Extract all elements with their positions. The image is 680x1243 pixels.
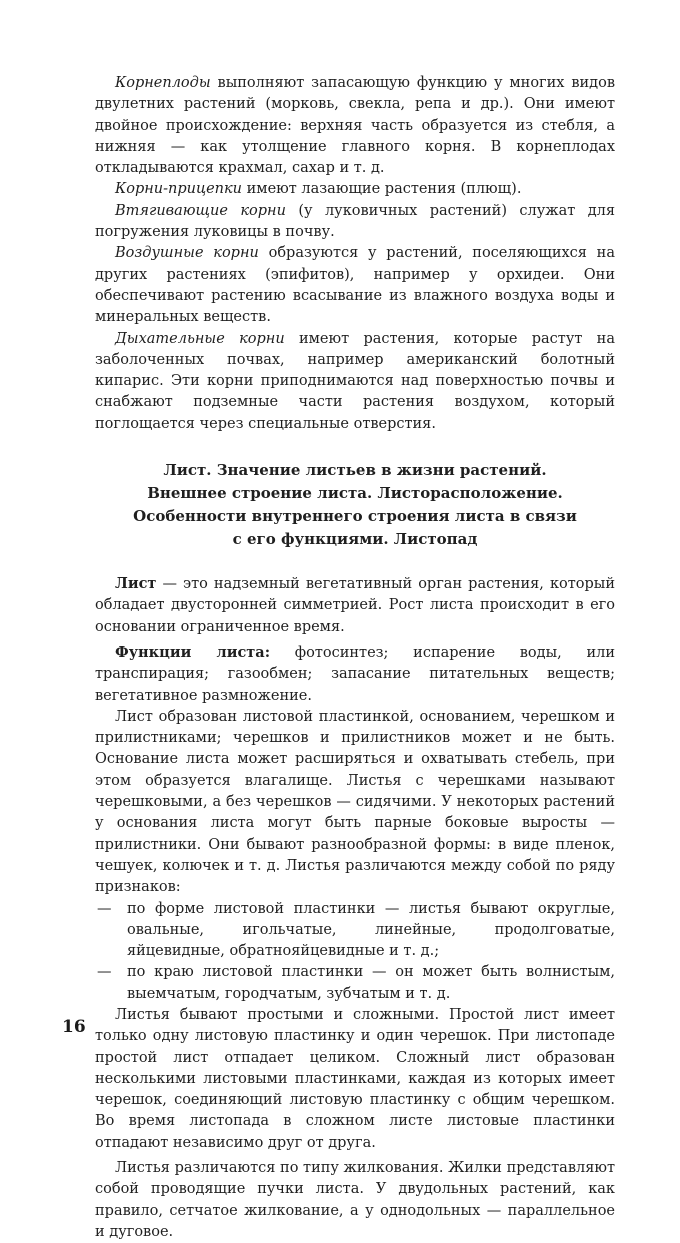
text-root-crops: выполняют запасающую функцию у многих видов двулетних растений (морковь, свекла, репа и др.). Они имеют двойное происхождение: верхняя часть образуется из стебля, а нижняя — как утолщение главного корня. В корнеплодах откладываются крахмал, сахар и т. д.	[95, 75, 615, 177]
list-item	[95, 899, 615, 963]
text-contractile-roots: (у луковичных растений) служат для погружения луковицы в почву.	[95, 202, 615, 241]
paragraph-leaf-definition	[95, 573, 615, 638]
section-heading	[95, 459, 615, 551]
text-leaf-definition: — это надземный вегетативный орган растения, который обладает двусторонней симметрией. Рост листа происходит в его основании ограниченное время.	[95, 576, 615, 635]
paragraph-leaf-structure: Лист образован листовой пластинкой, основанием, черешком и прилистниками; черешков и прилистников может и не быть. Основание листа может расширяться и охватывать стебель, при этом образуется влагалище. Листья с черешками называют черешковыми, а без черешков — сидячими. У некоторых растений у основания листа могут быть парные боковые выросты — прилистники. Они бывают разнообразной формы: в виде пленок, чешуек, колючек и т. д. Листья различаются между собой по ряду признаков:	[95, 708, 615, 896]
list-item-text: по форме листовой пластинки — листья бывают округлые, овальные, игольчатые, линейные, продолговатые, яйцевидные, обратнояйцевидные и т. д.;	[127, 900, 615, 960]
term-breathing-roots: Дыхательные корни	[115, 330, 285, 347]
term-contractile-roots: Втягивающие корни	[115, 202, 286, 219]
paragraph-contractile-roots	[95, 201, 615, 244]
term-leaf-functions: Функции листа:	[115, 643, 271, 661]
paragraph-leaf-functions	[95, 642, 615, 707]
list-dash: —	[97, 964, 112, 981]
list-dash: —	[97, 900, 112, 917]
paragraph-breathing-roots	[95, 329, 615, 435]
list-item	[95, 962, 615, 1005]
text-climbing-roots: имеют лазающие растения (плющ).	[242, 181, 522, 198]
heading-line-3: Особенности внутреннего строения листа в связи	[133, 507, 577, 526]
paragraph-climbing-roots	[95, 179, 615, 200]
term-aerial-roots: Воздушные корни	[115, 245, 259, 262]
text-aerial-roots: образуются у растений, поселяющихся на других растениях (эпифитов), например у орхидеи. Они обеспечивают растению всасывание из влажного воздуха воды и минеральных веществ.	[95, 245, 615, 326]
page-number: 16	[62, 1017, 86, 1037]
heading-line-1: Лист. Значение листьев в жизни растений.	[163, 461, 547, 480]
paragraph-aerial-roots	[95, 243, 615, 328]
paragraph-root-crops	[95, 73, 615, 179]
text-breathing-roots: имеют растения, которые растут на заболоченных почвах, например американский болотный кипарис. Эти корни приподнимаются над поверхностью почвы и снабжают подземные части растения воздухом, который поглощается через специальные отверстия.	[95, 330, 615, 432]
heading-line-2: Внешнее строение листа. Листорасположение.	[147, 484, 563, 503]
term-root-crops: Корнеплоды	[115, 75, 211, 91]
list-item-text: по краю листовой пластинки — он может быть волнистым, выемчатым, городчатым, зубчатым и т. д.	[127, 964, 615, 1002]
term-leaf: Лист	[115, 575, 157, 593]
page-body	[95, 73, 615, 1243]
text-leaf-functions: фотосинтез; испарение воды, или транспирация; газообмен; запасание питательных веществ; вегетативное размножение.	[95, 644, 615, 704]
paragraph-simple-compound-leaves: Листья бывают простыми и сложными. Простой лист имеет только одну листовую пластинку и один черешок. При листопаде простой лист отпадает целиком. Сложный лист образован несколькими листовыми пластинками, каждая из которых имеет черешок, соединяющий листовую пластинку с общим черешком. Во время листопада в сложном листе листовые пластинки отпадают независимо друг от друга.	[95, 1006, 615, 1151]
leaf-features-list	[95, 899, 615, 1005]
heading-line-4: с его функциями. Листопад	[232, 530, 478, 549]
paragraph-venation: Листья различаются по типу жилкования. Жилки представляют собой проводящие пучки листа. У двудольных растений, как правило, сетчатое жилкование, а у однодольных — параллельное и дуговое.	[95, 1160, 615, 1240]
term-climbing-roots: Корни-прицепки	[115, 181, 243, 198]
